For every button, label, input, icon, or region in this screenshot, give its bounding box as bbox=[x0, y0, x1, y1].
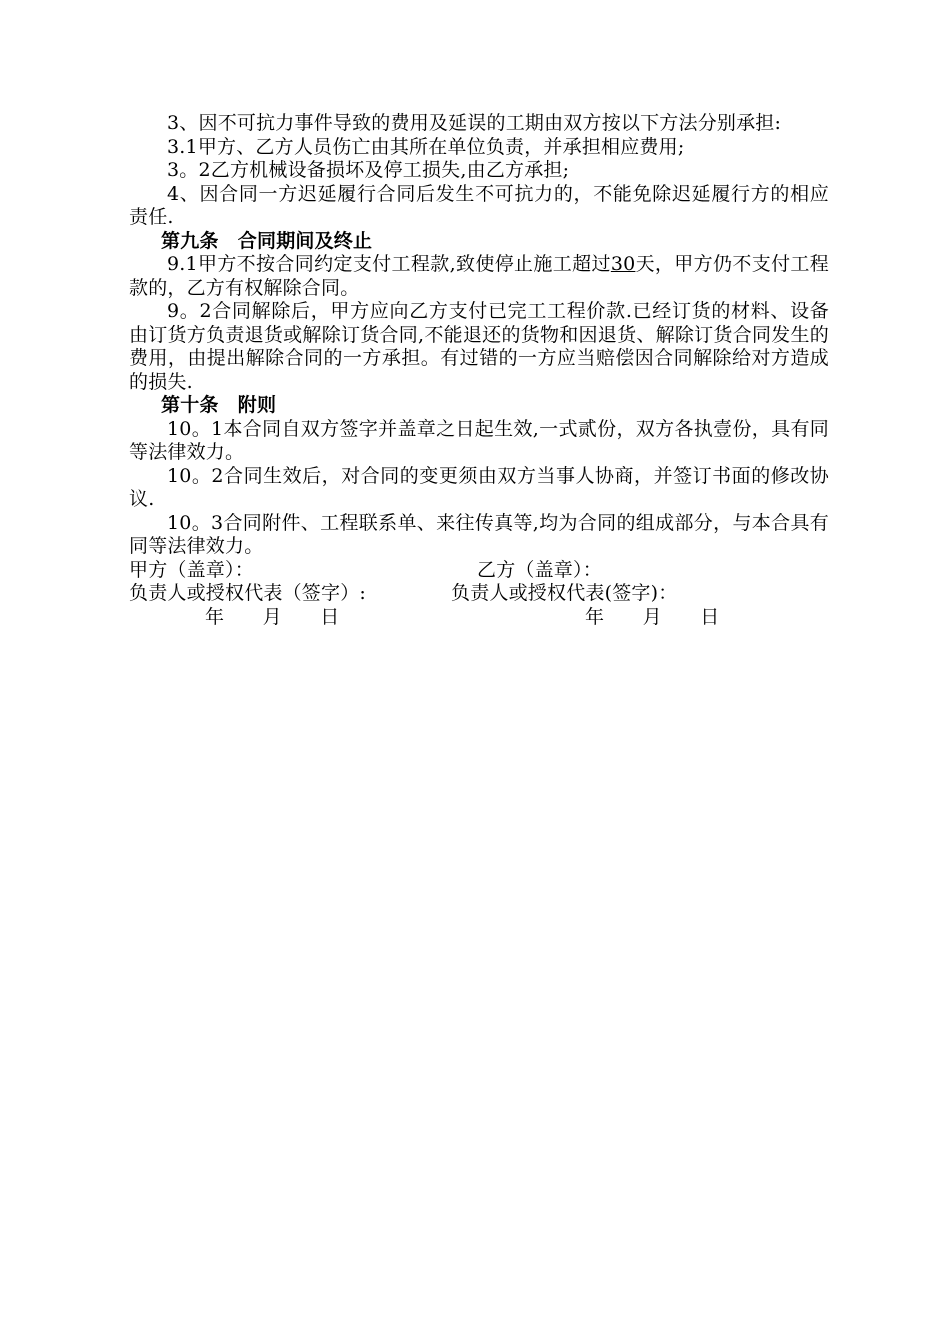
clause-9-1-days: 30 bbox=[610, 253, 636, 275]
signature-date-row bbox=[129, 606, 829, 630]
clause-8-3: 3、因不可抗力事件导致的费用及延误的工期由双方按以下方法分别承担: bbox=[167, 112, 782, 134]
party-b-seal-label: 乙方（盖章）： bbox=[477, 558, 602, 581]
party-b-rep-label: 负责人或授权代表(签字)： bbox=[451, 582, 678, 604]
clause-8-4: 4、因合同一方迟延履行合同后发生不可抗力的，不能免除迟延履行方的相应责任. bbox=[129, 182, 829, 228]
clause-10-3: 10。3合同附件、工程联系单、来往传真等,均为合同的组成部分，与本合具有同等法律效力。 bbox=[129, 511, 829, 557]
party-a-rep-label: 负责人或授权代表（签字）: bbox=[129, 582, 367, 604]
contract-body bbox=[129, 112, 829, 629]
article-10-heading: 第十条 附则 bbox=[161, 394, 277, 416]
party-a-seal-label: 甲方（盖章）： bbox=[129, 558, 254, 581]
signature-rep-row bbox=[129, 582, 829, 606]
clause-10-2: 10。2合同生效后，对合同的变更须由双方当事人协商，并签订书面的修改协议. bbox=[129, 464, 829, 510]
signature-seal-row bbox=[129, 559, 829, 583]
clause-9-1-text-end: 天，甲方仍不支付工程款的，乙方有权解除合同。 bbox=[129, 253, 829, 299]
clause-9-2: 9。2合同解除后，甲方应向乙方支付已完工工程价款.已经订货的材料、设备由订货方负责退货或解除订货合同,不能退还的货物和因退货、解除订货合同发生的费用，由提出解除合同的一方承担。有过错的一方应当赔偿因合同解除给对方造成的损失. bbox=[129, 300, 829, 393]
party-a-date: 年 月 日 bbox=[205, 605, 340, 628]
clause-9-1-text-start: 9.1甲方不按合同约定支付工程款,致使停止施工超过 bbox=[167, 253, 611, 275]
article-9-heading: 第九条 合同期间及终止 bbox=[161, 229, 373, 252]
clause-10-1: 10。1本合同自双方签字并盖章之日起生效,一式贰份，双方各执壹份，具有同等法律效力。 bbox=[129, 417, 829, 463]
clause-8-3-1: 3.1甲方、乙方人员伤亡由其所在单位负责，并承担相应费用; bbox=[167, 135, 685, 158]
clause-9-1 bbox=[129, 253, 829, 300]
party-b-date: 年 月 日 bbox=[585, 605, 720, 628]
clause-8-3-2: 3。2乙方机械设备损坏及停工损失,由乙方承担; bbox=[167, 159, 570, 181]
